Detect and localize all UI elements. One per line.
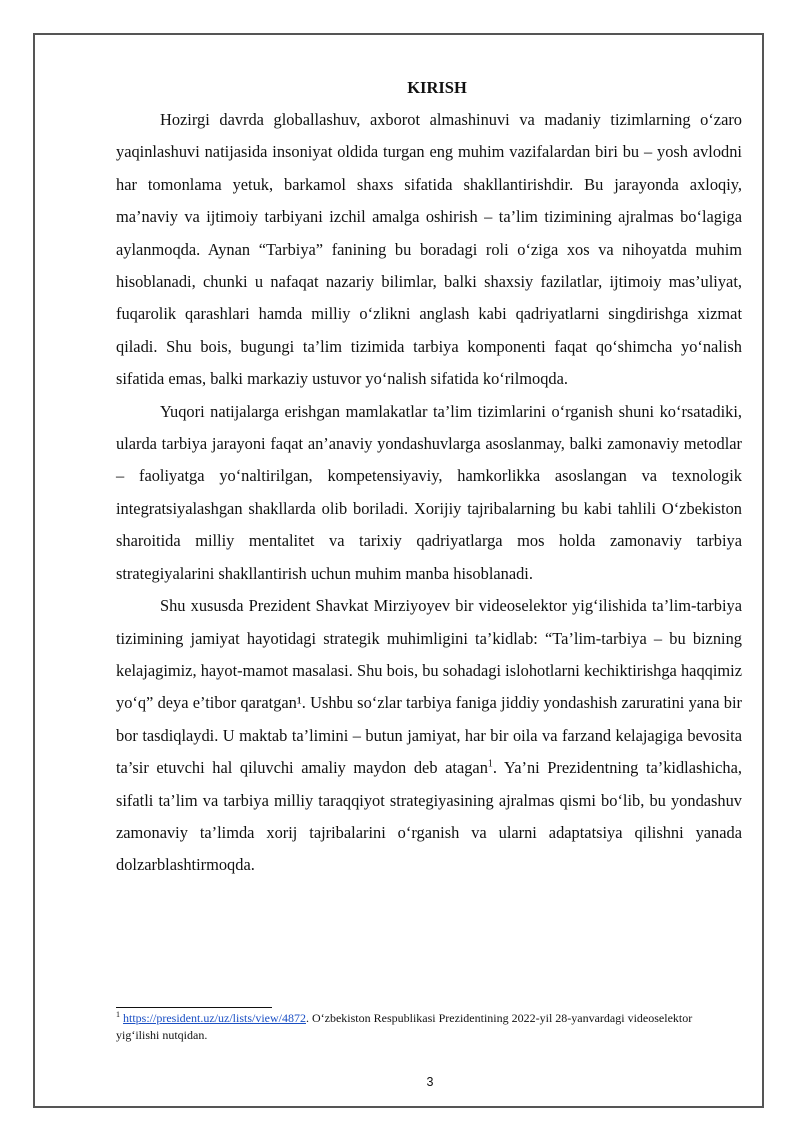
footnote-text: . O‘zbekiston Respublikasi Prezidentining 2022-yil 28-yanvardagi videoselektor yig‘ilishi nutqidan. [116,1011,693,1042]
footnote-link[interactable]: https://president.uz/uz/lists/view/4872 [123,1011,306,1025]
paragraph-3-part-2: . Ya’ni Prezidentning ta’kidlashicha, sifatli ta’lim va tarbiya milliy taraqqiyot strategiyasining ajralmas qismi bo‘lib, bu yondashuv zamonaviy ta’limda xorij tajribalarini o‘rganish va ularni adaptatsiya qilishni yanada dolzarblashtirmoqda. [116,758,742,875]
footnote [116,1010,736,1044]
paragraph-2: Yuqori natijalarga erishgan mamlakatlar ta’lim tizimlarini o‘rganish shuni ko‘rsatadiki, ularda tarbiya jarayoni faqat an’anaviy yondashuvlarga asoslanmay, balki zamonaviy metodlar – faoliyatga yo‘naltirilgan, kompetensiyaviy, hamkorlikka asoslangan va texnologik integratsiyalashgan shakllarda olib boriladi. Xorijiy tajribalarning bu kabi tahlili O‘zbekiston sharoitida milliy mentalitet va tarixiy qadriyatlarga mos holda zamonaviy tarbiya strategiyalarini shakllantirish uchun muhim manba hisoblanadi. [116,401,742,583]
paragraph-3 [116,590,742,882]
page-number: 3 [426,1075,434,1089]
section-heading: KIRISH [407,78,467,97]
document-body [116,72,742,882]
footnote-reference[interactable]: 1 [487,758,493,770]
paragraph-3-part-1: Shu xususda Prezident Shavkat Mirziyoyev bir videoselektor yig‘ilishida ta’lim-tarbiya tizimining jamiyat hayotidagi strategik muhimligini ta’kidlab: “Ta’lim-tarbiya – bu bizning kelajagimiz, hayot-mamot masalasi. Shu bois, bu sohadagi islohotlarni kechiktirishga haqqimiz yo‘q” deya e’tibor qaratgan¹. Ushbu so‘zlar tarbiya faniga jiddiy yondashish zaruratini yana bir bor tasdiqlaydi. U maktab ta’limini – butun jamiyat, har bir oila va farzand kelajagiga bevosita ta’sir etuvchi hal qiluvchi amaliy maydon deb atagan [116,596,742,778]
footnote-separator [116,1007,272,1008]
paragraph-1: Hozirgi davrda globallashuv, axborot almashinuvi va madaniy tizimlarning o‘zaro yaqinlashuvi natijasida insoniyat oldida turgan eng muhim vazifalardan biri bu – yosh avlodni har tomonlama yetuk, barkamol shaxs sifatida shakllantirishdir. Bu jarayonda axloqiy, ma’naviy va ijtimoiy tarbiyani izchil amalga oshirish – ta’lim tizimining ajralmas bo‘lagiga aylanmoqda. Aynan “Tarbiya” fanining bu boradagi roli o‘ziga xos va nihoyatda muhim hisoblanadi, chunki u nafaqat nazariy bilimlar, balki shaxsiy fazilatlar, ijtimoiy mas’uliyat, fuqarolik qarashlari hamda milliy o‘zlikni anglash kabi qadriyatlarni singdirishga xizmat qiladi. Shu bois, bugungi ta’lim tizimida tarbiya komponenti faqat qo‘shimcha yo‘nalish sifatida emas, balki markaziy ustuvor yo‘nalish sifatida ko‘rilmoqda. [116,110,742,389]
footnote-mark: 1 [116,1010,120,1019]
